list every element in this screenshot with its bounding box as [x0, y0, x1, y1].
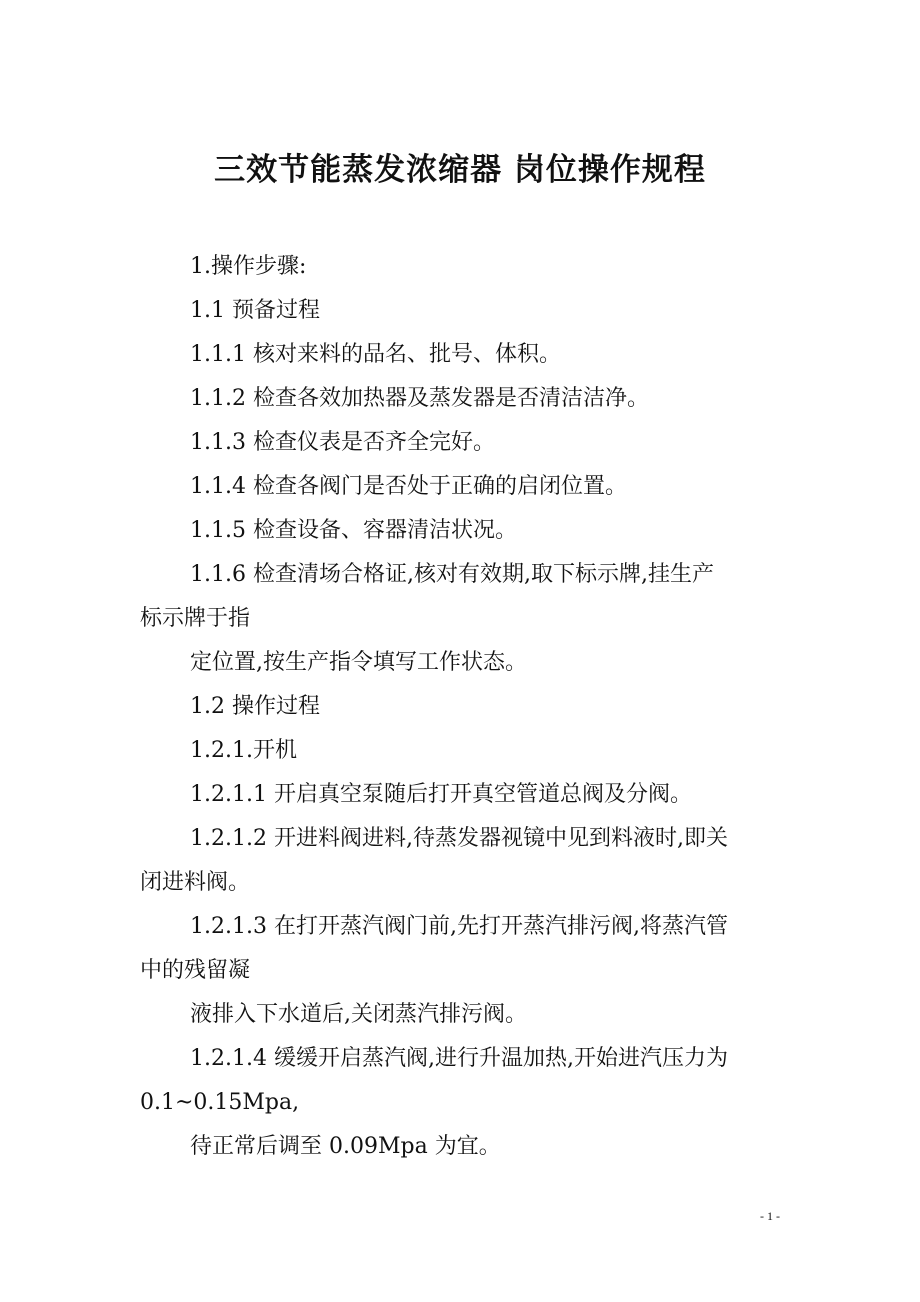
section-heading-operation-steps: 1.操作步骤:	[190, 254, 307, 279]
step-1-1-6-line-1: 1.1.6 检查清场合格证,核对有效期,取下标示牌,挂生产	[190, 562, 714, 587]
document-title: 三效节能蒸发浓缩器 岗位操作规程	[214, 151, 706, 188]
step-1-1-5: 1.1.5 检查设备、容器清洁状况。	[190, 518, 517, 543]
step-1-1-1: 1.1.1 核对来料的品名、批号、体积。	[190, 342, 561, 367]
step-1-2-1-1: 1.2.1.1 开启真空泵随后打开真空管道总阀及分阀。	[190, 782, 692, 807]
step-1-2-1-3-line-3: 液排入下水道后,关闭蒸汽排污阀。	[190, 1002, 527, 1027]
step-1-2-1-2-line-2: 闭进料阀。	[140, 870, 251, 895]
step-1-1-6-line-2: 标示牌于指	[140, 606, 251, 631]
step-1-2-1-3-line-2: 中的残留凝	[140, 958, 251, 983]
step-1-2-1-3-line-1: 1.2.1.3 在打开蒸汽阀门前,先打开蒸汽排污阀,将蒸汽管	[190, 914, 728, 939]
step-1-1-4: 1.1.4 检查各阀门是否处于正确的启闭位置。	[190, 474, 627, 499]
subsection-heading-startup: 1.2.1.开机	[190, 738, 297, 763]
step-1-2-1-4-line-2: 0.1~0.15Mpa,	[140, 1090, 300, 1115]
step-1-2-1-4-line-1: 1.2.1.4 缓缓开启蒸汽阀,进行升温加热,开始进汽压力为	[190, 1046, 728, 1071]
page-number: - 1 -	[760, 1209, 780, 1223]
step-1-2-1-4-line-3: 待正常后调至 0.09Mpa 为宜。	[190, 1134, 501, 1159]
step-1-1-3: 1.1.3 检查仪表是否齐全完好。	[190, 430, 495, 455]
step-1-2-1-2-line-1: 1.2.1.2 开进料阀进料,待蒸发器视镜中见到料液时,即关	[190, 826, 728, 851]
step-1-1-6-line-3: 定位置,按生产指令填写工作状态。	[190, 650, 527, 675]
section-heading-operation-process: 1.2 操作过程	[190, 694, 320, 719]
document-body	[140, 245, 780, 1169]
section-heading-preparation: 1.1 预备过程	[190, 298, 320, 323]
step-1-1-2: 1.1.2 检查各效加热器及蒸发器是否清洁洁净。	[190, 386, 649, 411]
